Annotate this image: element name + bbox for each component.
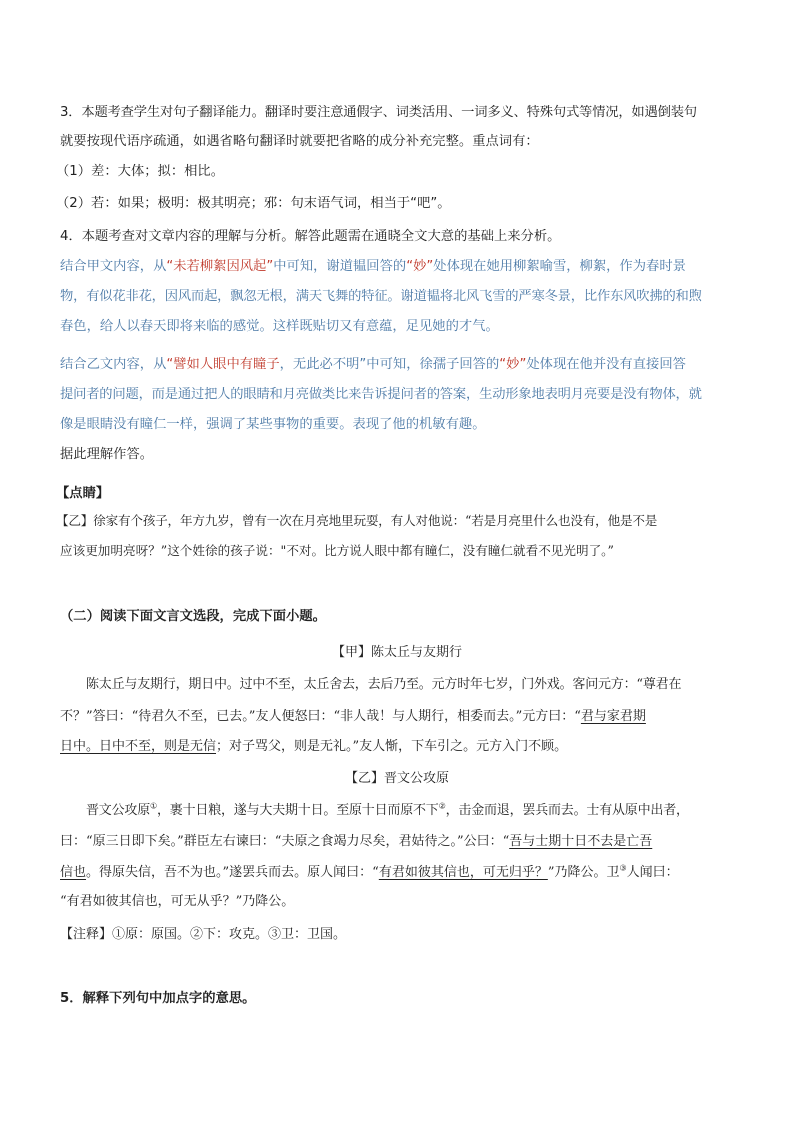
answer-3-line-1: 3．本题考查学生对句子翻译能力。翻译时要注意通假字、词类活用、一词多义、特殊句式等情况，如遇倒装句 <box>60 105 697 120</box>
yi-line-1 <box>60 796 734 826</box>
jia-title: 【甲】陈太丘与友期行 <box>331 645 462 660</box>
yi-line-3-d: 人闻曰： <box>626 865 679 880</box>
jia-underlined-1: 君与家君期 <box>580 709 646 724</box>
section-2-heading: （二）阅读下面文言文选段，完成下面小题。 <box>60 609 326 624</box>
yi-underlined-1: 吾与士期十日不去是亡吾 <box>509 834 653 849</box>
para-2-mid: ，无此必不明”中可知，徐孺子回答的 <box>279 357 500 372</box>
dianjing-line-1: 【乙】徐家有个孩子，年方九岁，曾有一次在月亮地里玩耍，有人对他说：“若是月亮里什么也没有，他是不是 <box>56 513 658 528</box>
quote-miao-1: “妙” <box>406 259 434 274</box>
yi-line-1-b: ，裹十日粮，遂与大夫期十日。至原十日而原不下 <box>157 803 439 818</box>
yi-underlined-3: 有君如彼其信也，可无归乎？ <box>378 865 548 880</box>
notes: 【注释】①原：原国。②下：攻克。③卫：卫国。 <box>60 927 347 942</box>
quote-liuxu: “未若柳絮因风起” <box>166 259 274 274</box>
para-1-lead: 结合甲文内容，从 <box>60 259 167 274</box>
answer-4-para-1-line-2: 物，有似花非花，因风而起，飘忽无根，满天飞舞的特征。谢道韫将北风飞雪的严寒冬景，比作东风吹拂的和煦 <box>60 289 702 304</box>
yi-line-2-text: 曰：“原三日即下矣。”群臣左右谏曰：“夫原之食竭力尽矣，君姑待之。”公曰：“ <box>60 834 510 849</box>
note-mark-2: ② <box>438 801 446 811</box>
dianjing-line-2: 应该更加明亮呀？”这个姓徐的孩子说："不对。比方说人眼中都有瞳仁，没有瞳仁就看不见光明了。” <box>60 543 614 558</box>
para-2-lead: 结合乙文内容，从 <box>60 357 167 372</box>
answer-4-para-1-line-1 <box>60 252 734 281</box>
answer-4-conclusion: 据此理解作答。 <box>60 447 154 462</box>
jia-line-1: 陈太丘与友期行，期日中。过中不至，太丘舍去，去后乃至。元方时年七岁，门外戏。客问元方：“尊君在 <box>86 677 682 692</box>
answer-4-intro: 4．本题考查对文章内容的理解与分析。解答此题需在通晓全文大意的基础上来分析。 <box>60 229 561 244</box>
yi-line-3 <box>60 858 734 888</box>
para-1-mid: 中可知，谢道韫回答的 <box>273 259 407 274</box>
note-mark-3: ③ <box>619 863 627 873</box>
yi-title: 【乙】晋文公攻原 <box>344 771 449 786</box>
answer-3-item-1: （1）差：大体；拟：相比。 <box>56 164 225 179</box>
question-5: 5．解释下列句中加点字的意思。 <box>60 991 256 1006</box>
jia-line-3-text: ；对子骂父，则是无礼。”友人惭，下车引之。元方入门不顾。 <box>216 739 568 754</box>
quote-tongzi: “譬如人眼中有瞳子 <box>166 357 280 372</box>
answer-3-line-2: 就要按现代语序疏通，如遇省略句翻译时就要把省略的成分补充完整。重点词有： <box>60 134 539 149</box>
yi-line-3-c: ”乃降公。卫 <box>547 865 620 880</box>
note-mark-1: ① <box>150 801 157 811</box>
yi-line-2 <box>60 827 734 857</box>
answer-4-para-2-line-1 <box>60 350 734 379</box>
yi-line-1-a: 晋文公攻原 <box>86 803 151 818</box>
answer-4-para-1-line-3: 春色，给人以春天即将来临的感觉。这样既贴切又有意蕴，足见她的才气。 <box>60 319 499 334</box>
yi-underlined-2: 信也 <box>60 865 87 880</box>
answer-4-para-2-line-3: 像是眼睛没有瞳仁一样，强调了某些事物的重要。表现了他的机敏有趣。 <box>60 417 486 432</box>
para-1-tail: 处体现在她用柳絮喻雪，柳絮，作为春时景 <box>433 259 686 274</box>
jia-line-3 <box>60 732 734 762</box>
dianjing-heading: 【点睛】 <box>56 486 110 501</box>
quote-miao-2: “妙” <box>499 357 527 372</box>
yi-line-1-c: ，击金而退，罢兵而去。士有从原中出者， <box>445 803 689 818</box>
answer-4-para-2-line-2: 提问者的问题，而是通过把人的眼睛和月亮做类比来告诉提问者的答案，生动形象地表明月亮要是没有物体，就 <box>60 387 702 402</box>
yi-line-4: “有君如彼其信也，可无从乎？”乃降公。 <box>60 894 295 909</box>
jia-line-2-text: 不？”答曰：“待君久不至，已去。”友人便怒曰：“非人哉！与人期行，相委而去。”元方曰：“ <box>60 709 581 724</box>
jia-line-2 <box>60 702 734 732</box>
jia-underlined-2: 日中。日中不至，则是无信 <box>60 739 217 754</box>
answer-3-item-2: （2）若：如果；极明：极其明亮；邪：句末语气词，相当于“吧”。 <box>56 196 451 211</box>
para-2-tail: 处体现在他并没有直接回答 <box>526 357 686 372</box>
yi-line-3-b: 。得原失信，吾不为也。”遂罢兵而去。原人闻曰：“ <box>86 865 379 880</box>
